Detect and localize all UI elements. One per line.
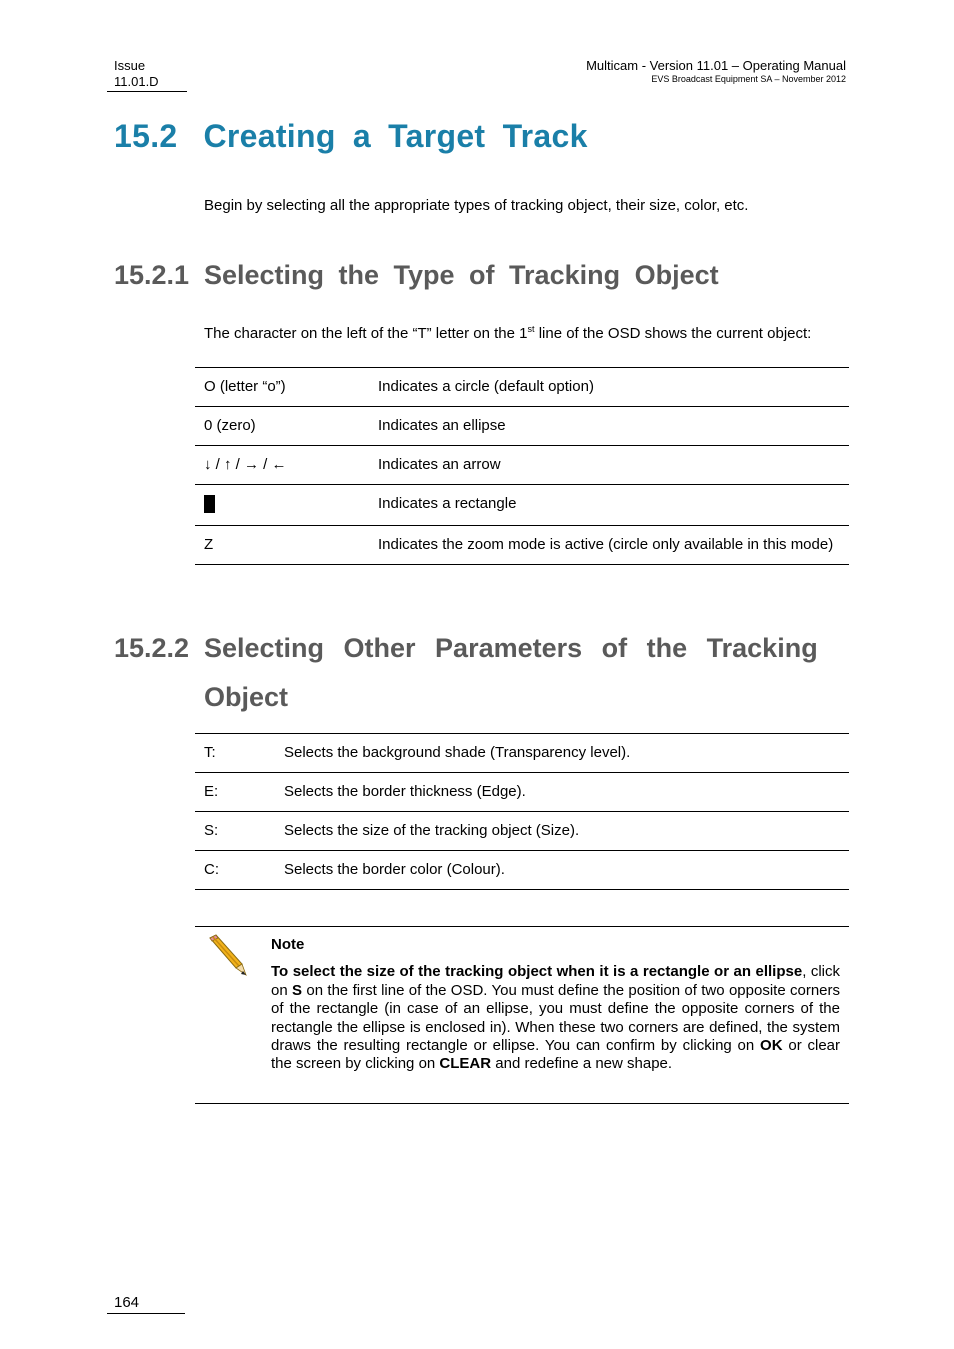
description-cell: Indicates an arrow — [369, 446, 849, 485]
subsection-number-2: 15.2.2 — [114, 633, 190, 663]
subsection-number-1: 15.2.1 — [114, 260, 190, 290]
parameter-table — [195, 733, 849, 890]
note-top-rule — [195, 926, 849, 927]
symbol-cell: O (letter “o”) — [195, 368, 369, 407]
note-body — [271, 936, 840, 1074]
header-issue — [114, 58, 159, 90]
subsection-heading-2 — [114, 624, 848, 722]
note-bottom-rule — [195, 1103, 849, 1104]
section-title: Creating a Target Track — [203, 118, 588, 154]
table-row — [195, 485, 849, 526]
filled-rectangle-icon — [204, 495, 215, 513]
section-number: 15.2 — [114, 118, 178, 154]
table-row — [195, 812, 849, 851]
key-cell: S: — [195, 812, 275, 851]
section-heading — [114, 118, 588, 155]
table-row — [195, 446, 849, 485]
publisher-line: EVS Broadcast Equipment SA – November 2012 — [651, 74, 846, 84]
page-number: 164 — [114, 1294, 140, 1311]
symbol-cell: Z — [195, 526, 369, 565]
table-row — [195, 773, 849, 812]
description-cell: Selects the background shade (Transparency level). — [275, 734, 849, 773]
note-text: To select the size of the tracking object when it is a rectangle or an ellipse, click on S on the first line of the OSD. You must define the position of two opposite corners of the rectangle (in case of an ellipse, you must define the opposite corners of the rectangle the ellipse is enclosed in). When these two corners are defined, the system draws the resulting rectangle or ellipse. You can confirm by clicking on OK or clear the screen by clicking on CLEAR and redefine a new shape. — [271, 963, 841, 1073]
symbol-cell: ↓ / ↑ / → / ← — [195, 446, 369, 485]
subsection-heading-1 — [114, 260, 719, 291]
header-rule — [107, 91, 187, 92]
key-cell: T: — [195, 734, 275, 773]
description-cell: Indicates the zoom mode is active (circle only available in this mode) — [369, 526, 849, 565]
issue-code: 11.01.D — [114, 74, 159, 89]
symbol-cell: 0 (zero) — [195, 407, 369, 446]
key-cell: E: — [195, 773, 275, 812]
issue-label: Issue — [114, 58, 146, 73]
subsection-title-1: Selecting the Type of Tracking Object — [204, 260, 719, 290]
table-row — [195, 734, 849, 773]
section-intro: Begin by selecting all the appropriate types of tracking object, their size, color, etc. — [204, 197, 749, 214]
description-cell: Selects the border thickness (Edge). — [275, 773, 849, 812]
symbol-cell — [195, 485, 369, 526]
description-cell: Indicates an ellipse — [369, 407, 849, 446]
subsection-title-2-line1: Selecting Other Parameters of the Tracking — [204, 633, 818, 663]
table-row — [195, 851, 849, 890]
description-cell: Indicates a rectangle — [369, 485, 849, 526]
object-type-table — [195, 367, 849, 565]
pencil-icon — [204, 934, 248, 976]
header-manual — [586, 58, 846, 85]
subsection-title-2-line2: Object — [204, 682, 289, 712]
description-cell: Indicates a circle (default option) — [369, 368, 849, 407]
table-row — [195, 526, 849, 565]
manual-title: Multicam - Version 11.01 – Operating Manual — [586, 58, 846, 73]
subsection-intro-1: The character on the left of the “T” letter on the 1st line of the OSD shows the current object: — [204, 324, 812, 342]
description-cell: Selects the border color (Colour). — [275, 851, 849, 890]
description-cell: Selects the size of the tracking object (Size). — [275, 812, 849, 851]
key-cell: C: — [195, 851, 275, 890]
table-row — [195, 407, 849, 446]
table-row — [195, 368, 849, 407]
footer-rule — [107, 1313, 185, 1314]
note-title: Note — [271, 936, 305, 953]
